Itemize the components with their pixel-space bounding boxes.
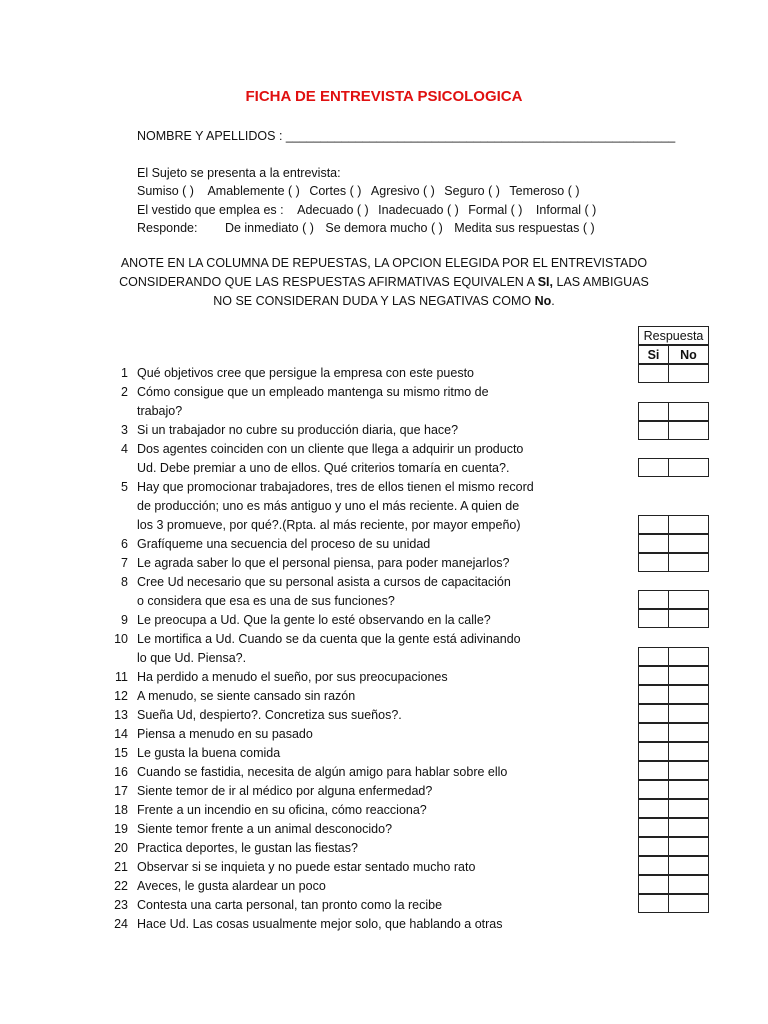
option-informal[interactable]: Informal ( ) — [535, 203, 597, 217]
response-options — [137, 221, 595, 235]
question-text: Ud. Debe premiar a uno de ellos. Qué criterios tomaría en cuenta?. — [137, 461, 510, 475]
instructions-line-2: CONSIDERANDO QUE LAS RESPUESTAS AFIRMATIVAS EQUIVALEN A SI, LAS AMBIGUAS — [119, 275, 649, 289]
answer-si-box[interactable] — [638, 590, 669, 609]
answer-no-box[interactable] — [668, 780, 709, 799]
question-text: Sueña Ud, despierto?. Concretiza sus sueños?. — [137, 708, 402, 722]
answer-si-box[interactable] — [638, 515, 669, 534]
question-number: 15 — [114, 746, 128, 760]
question-line — [0, 841, 640, 860]
question-number: 23 — [114, 898, 128, 912]
name-row — [137, 129, 675, 143]
intro-text: El Sujeto se presenta a la entrevista: — [137, 166, 341, 180]
question-text: Hace Ud. Las cosas usualmente mejor solo, que hablando a otras — [137, 917, 503, 931]
option-amablemente[interactable]: Amablemente ( ) — [207, 184, 300, 198]
question-line — [0, 518, 640, 537]
question-line — [0, 917, 640, 936]
answer-no-box[interactable] — [668, 799, 709, 818]
option-inadecuado[interactable]: Inadecuado ( ) — [378, 203, 459, 217]
question-text: Grafíqueme una secuencia del proceso de su unidad — [137, 537, 431, 551]
answer-si-box[interactable] — [638, 685, 669, 704]
question-line — [0, 594, 640, 613]
answer-si-box[interactable] — [638, 837, 669, 856]
answer-no-box[interactable] — [668, 402, 709, 421]
answer-no-box[interactable] — [668, 894, 709, 913]
dress-options — [137, 203, 596, 217]
answer-si-box[interactable] — [638, 894, 669, 913]
answer-si-box[interactable] — [638, 647, 669, 666]
question-line — [0, 537, 640, 556]
answer-si-box[interactable] — [638, 609, 669, 628]
question-line — [0, 366, 640, 385]
question-number: 9 — [121, 613, 128, 627]
question-number: 16 — [114, 765, 128, 779]
question-text: Piensa a menudo en su pasado — [137, 727, 313, 741]
answer-header: Respuesta — [638, 326, 709, 345]
answer-si-box[interactable] — [638, 553, 669, 572]
question-text: o considera que esa es una de sus funciones? — [137, 594, 395, 608]
question-line — [0, 632, 640, 651]
question-text: lo que Ud. Piensa?. — [137, 651, 247, 665]
question-text: Observar si se inquieta y no puede estar sentado mucho rato — [137, 860, 476, 874]
question-text: de producción; uno es más antiguo y uno el más reciente. A quien de — [137, 499, 520, 513]
option-agresivo[interactable]: Agresivo ( ) — [370, 184, 435, 198]
question-line — [0, 879, 640, 898]
question-text: Le preocupa a Ud. Que la gente lo esté observando en la calle? — [137, 613, 491, 627]
attitude-options — [137, 184, 580, 198]
answer-header-si: Si — [638, 345, 669, 364]
question-text: Cuando se fastidia, necesita de algún amigo para hablar sobre ello — [137, 765, 508, 779]
answer-no-box[interactable] — [668, 647, 709, 666]
question-line — [0, 499, 640, 518]
answer-si-box[interactable] — [638, 421, 669, 440]
question-line — [0, 442, 640, 461]
answer-no-box[interactable] — [668, 742, 709, 761]
question-number: 20 — [114, 841, 128, 855]
response-label: Responde: — [137, 221, 198, 235]
question-text: Practica deportes, le gustan las fiestas? — [137, 841, 358, 855]
question-number: 17 — [114, 784, 128, 798]
question-number: 5 — [121, 480, 128, 494]
question-line — [0, 803, 640, 822]
question-number: 3 — [121, 423, 128, 437]
option-adecuado[interactable]: Adecuado ( ) — [297, 203, 369, 217]
answer-no-box[interactable] — [668, 818, 709, 837]
question-number: 12 — [114, 689, 128, 703]
answer-si-box[interactable] — [638, 856, 669, 875]
question-number: 6 — [121, 537, 128, 551]
question-text: Le gusta la buena comida — [137, 746, 281, 760]
answer-si-box[interactable] — [638, 875, 669, 894]
question-line — [0, 898, 640, 917]
question-number: 7 — [121, 556, 128, 570]
instructions-line-3: NO SE CONSIDERAN DUDA Y LAS NEGATIVAS COMO No. — [213, 294, 555, 308]
question-text: trabajo? — [137, 404, 183, 418]
instructions-line-1: ANOTE EN LA COLUMNA DE REPUESTAS, LA OPCION ELEGIDA POR EL ENTREVISTADO — [120, 256, 648, 270]
answer-no-box[interactable] — [668, 761, 709, 780]
answer-si-box[interactable] — [638, 534, 669, 553]
question-number: 14 — [114, 727, 128, 741]
question-text: A menudo, se siente cansado sin razón — [137, 689, 356, 703]
answer-si-box[interactable] — [638, 723, 669, 742]
question-number: 1 — [121, 366, 128, 380]
question-text: Siente temor frente a un animal desconocido? — [137, 822, 393, 836]
answer-no-box[interactable] — [668, 666, 709, 685]
option-inmediato[interactable]: De inmediato ( ) — [224, 221, 314, 235]
question-line — [0, 708, 640, 727]
dress-label: El vestido que emplea es : — [137, 203, 284, 217]
question-number: 4 — [121, 442, 128, 456]
question-text: Si un trabajador no cubre su producción diaria, que hace? — [137, 423, 459, 437]
answer-si-box[interactable] — [638, 666, 669, 685]
question-text: Cree Ud necesario que su personal asista a cursos de capacitación — [137, 575, 511, 589]
answer-no-box[interactable] — [668, 553, 709, 572]
option-sumiso[interactable]: Sumiso ( ) — [137, 184, 194, 198]
answer-si-box[interactable] — [638, 818, 669, 837]
option-medita[interactable]: Medita sus respuestas ( ) — [454, 221, 595, 235]
question-text: Qué objetivos cree que persigue la empresa con este puesto — [137, 366, 475, 380]
question-line — [0, 765, 640, 784]
question-number: 22 — [114, 879, 128, 893]
question-text: Aveces, le gusta alardear un poco — [137, 879, 326, 893]
question-text: Contesta una carta personal, tan pronto como la recibe — [137, 898, 443, 912]
option-cortes[interactable]: Cortes ( ) — [309, 184, 362, 198]
option-seguro[interactable]: Seguro ( ) — [444, 184, 500, 198]
question-line — [0, 556, 640, 575]
answer-si-box[interactable] — [638, 742, 669, 761]
question-line — [0, 727, 640, 746]
question-number: 2 — [121, 385, 128, 399]
question-line — [0, 480, 640, 499]
name-label: NOMBRE Y APELLIDOS : — [137, 129, 283, 143]
question-text: los 3 promueve, por qué?.(Rpta. al más reciente, por mayor empeño) — [137, 518, 521, 532]
answer-si-box[interactable] — [638, 458, 669, 477]
question-line — [0, 385, 640, 404]
question-number: 11 — [115, 670, 128, 684]
answer-no-box[interactable] — [668, 590, 709, 609]
answer-header-no: No — [668, 345, 709, 364]
question-line — [0, 670, 640, 689]
answer-si-box[interactable] — [638, 761, 669, 780]
question-line — [0, 746, 640, 765]
question-text: Ha perdido a menudo el sueño, por sus preocupaciones — [137, 670, 448, 684]
answer-no-box[interactable] — [668, 458, 709, 477]
question-number: 24 — [114, 917, 128, 931]
question-line — [0, 613, 640, 632]
question-line — [0, 784, 640, 803]
question-text: Le agrada saber lo que el personal piensa, para poder manejarlos? — [137, 556, 510, 570]
question-number: 19 — [114, 822, 128, 836]
page-title: FICHA DE ENTREVISTA PSICOLOGICA — [245, 88, 523, 105]
answer-no-box[interactable] — [668, 515, 709, 534]
option-temeroso[interactable]: Temeroso ( ) — [509, 184, 580, 198]
answer-no-box[interactable] — [668, 856, 709, 875]
question-text: Cómo consigue que un empleado mantenga su mismo ritmo de — [137, 385, 489, 399]
question-line — [0, 461, 640, 480]
question-line — [0, 575, 640, 594]
answer-no-box[interactable] — [668, 364, 709, 383]
answer-si-box[interactable] — [638, 364, 669, 383]
question-line — [0, 822, 640, 841]
answer-si-box[interactable] — [638, 799, 669, 818]
answer-si-box[interactable] — [638, 704, 669, 723]
question-line — [0, 860, 640, 879]
answer-si-box[interactable] — [638, 780, 669, 799]
answer-no-box[interactable] — [668, 534, 709, 553]
answer-no-box[interactable] — [668, 421, 709, 440]
answer-no-box[interactable] — [668, 837, 709, 856]
answer-no-box[interactable] — [668, 609, 709, 628]
answer-no-box[interactable] — [668, 685, 709, 704]
question-number: 21 — [114, 860, 128, 874]
answer-si-box[interactable] — [638, 402, 669, 421]
question-text: Le mortifica a Ud. Cuando se da cuenta que la gente está adivinando — [137, 632, 521, 646]
question-number: 8 — [121, 575, 128, 589]
answer-no-box[interactable] — [668, 704, 709, 723]
question-text: Frente a un incendio en su oficina, cómo reacciona? — [137, 803, 427, 817]
answer-no-box[interactable] — [668, 723, 709, 742]
question-text: Siente temor de ir al médico por alguna enfermedad? — [137, 784, 433, 798]
question-line — [0, 651, 640, 670]
question-line — [0, 423, 640, 442]
option-formal[interactable]: Formal ( ) — [468, 203, 523, 217]
answer-no-box[interactable] — [668, 875, 709, 894]
question-number: 10 — [114, 632, 128, 646]
question-text: Dos agentes coinciden con un cliente que llega a adquirir un producto — [137, 442, 524, 456]
option-demora[interactable]: Se demora mucho ( ) — [325, 221, 443, 235]
question-line — [0, 404, 640, 423]
name-line[interactable]: ________________________________________________________ — [285, 129, 676, 143]
question-line — [0, 689, 640, 708]
question-text: Hay que promocionar trabajadores, tres de ellos tienen el mismo record — [137, 480, 534, 494]
question-number: 18 — [114, 803, 128, 817]
question-number: 13 — [114, 708, 128, 722]
